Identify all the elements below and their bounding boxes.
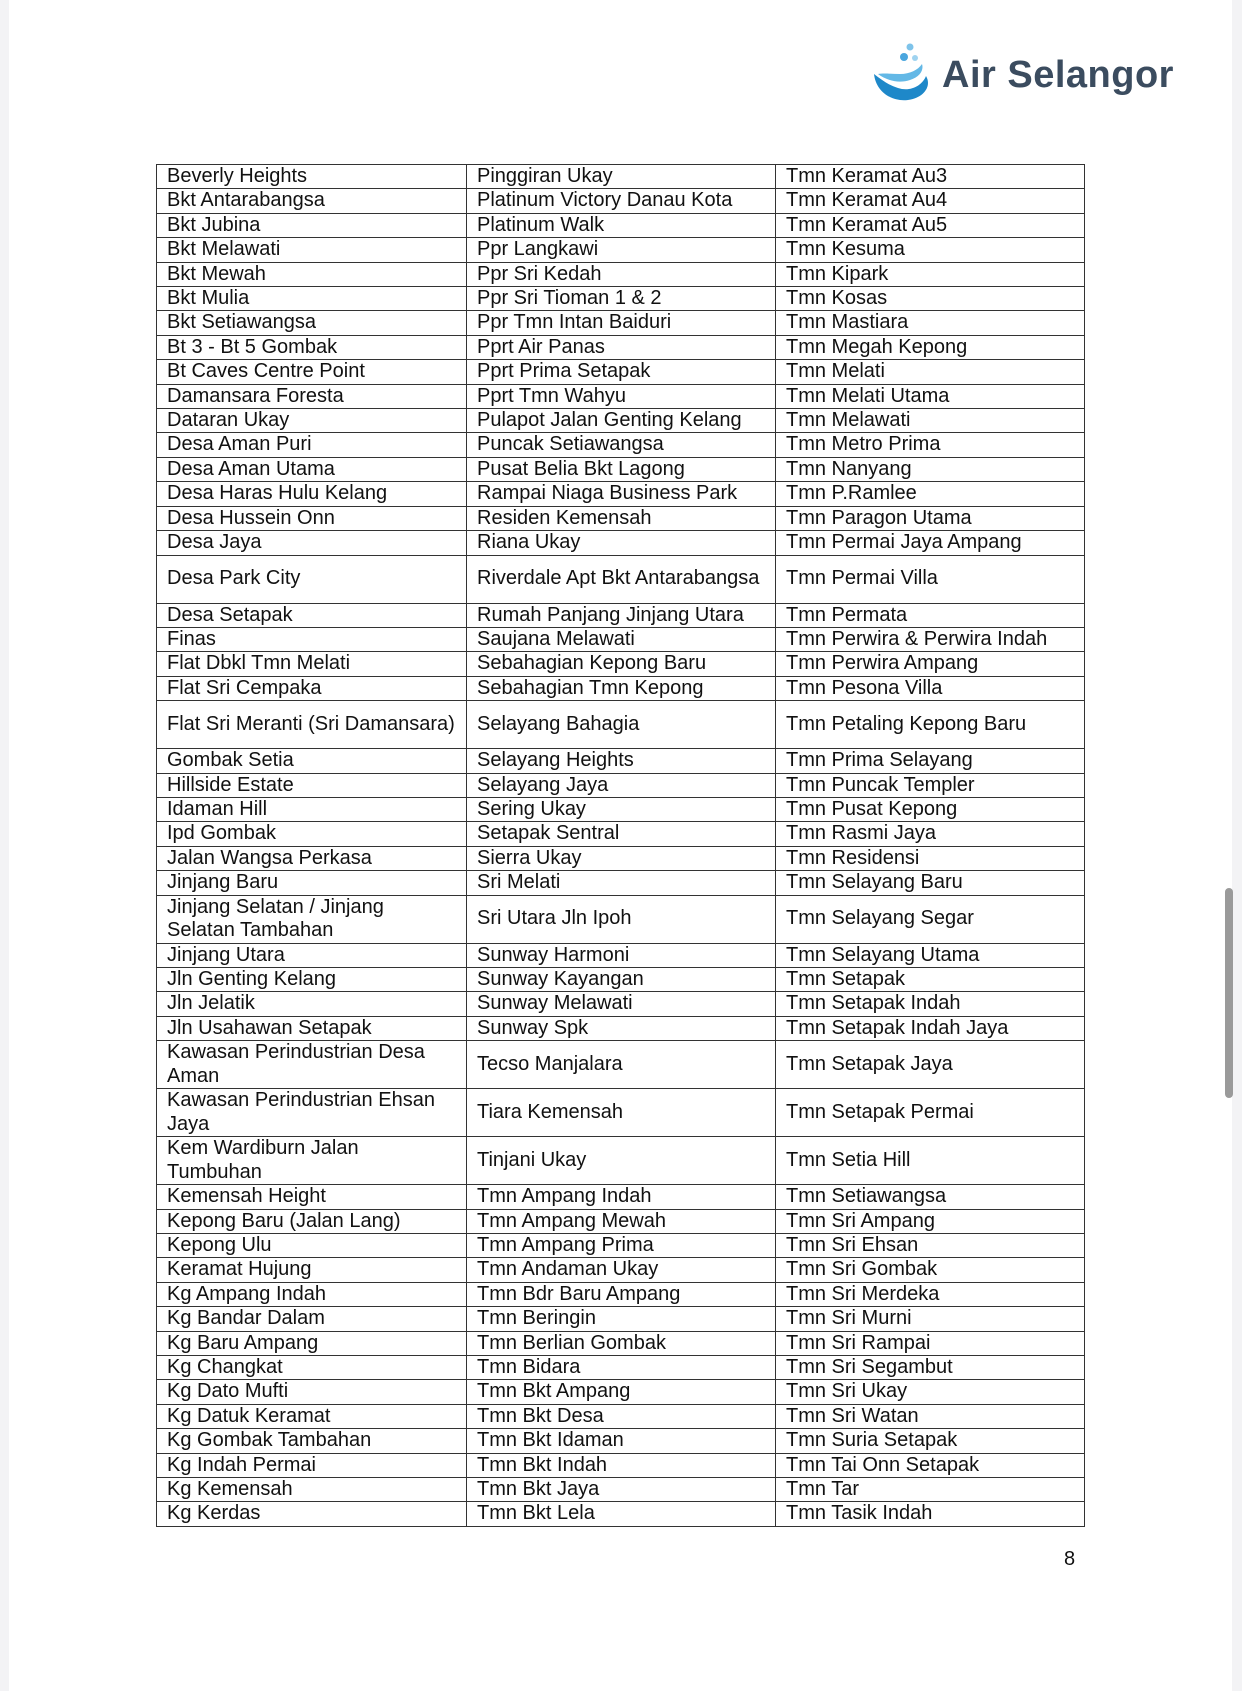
table-cell: Kg Kemensah	[157, 1478, 467, 1502]
table-cell: Tmn Suria Setapak	[776, 1429, 1085, 1453]
table-cell: Sri Utara Jln Ipoh	[467, 895, 776, 943]
table-cell: Desa Aman Puri	[157, 433, 467, 457]
table-cell: Saujana Melawati	[467, 627, 776, 651]
table-cell: Jln Usahawan Setapak	[157, 1016, 467, 1040]
table-cell: Sunway Spk	[467, 1016, 776, 1040]
table-cell: Residen Kemensah	[467, 506, 776, 530]
table-cell: Tmn Selayang Segar	[776, 895, 1085, 943]
table-cell: Kawasan Perindustrian Ehsan Jaya	[157, 1089, 467, 1137]
table-cell: Tmn Tar	[776, 1478, 1085, 1502]
table-cell: Kg Bandar Dalam	[157, 1307, 467, 1331]
air-selangor-logo	[870, 40, 1190, 110]
table-row	[157, 895, 1085, 943]
water-drop-logo-icon	[870, 40, 940, 110]
table-cell: Tmn Perwira Ampang	[776, 652, 1085, 676]
table-cell: Tmn Perwira & Perwira Indah	[776, 627, 1085, 651]
table-cell: Tmn Sri Rampai	[776, 1331, 1085, 1355]
table-cell: Flat Dbkl Tmn Melati	[157, 652, 467, 676]
table-cell: Tmn Pesona Villa	[776, 676, 1085, 700]
table-cell: Sierra Ukay	[467, 846, 776, 870]
table-row	[157, 1089, 1085, 1137]
table-cell: Tmn Ampang Indah	[467, 1185, 776, 1209]
table-cell: Tmn Tai Onn Setapak	[776, 1453, 1085, 1477]
table-cell: Kg Gombak Tambahan	[157, 1429, 467, 1453]
table-cell: Tmn Paragon Utama	[776, 506, 1085, 530]
table-cell: Rumah Panjang Jinjang Utara	[467, 603, 776, 627]
table-cell: Selayang Bahagia	[467, 701, 776, 749]
table-cell: Pprt Tmn Wahyu	[467, 384, 776, 408]
table-cell: Tmn Bkt Idaman	[467, 1429, 776, 1453]
table-cell: Ppr Sri Tioman 1 & 2	[467, 287, 776, 311]
table-row	[157, 482, 1085, 506]
table-cell: Tmn Berlian Gombak	[467, 1331, 776, 1355]
table-cell: Desa Park City	[157, 555, 467, 603]
table-cell: Kg Datuk Keramat	[157, 1404, 467, 1428]
table-row	[157, 1258, 1085, 1282]
table-cell: Desa Jaya	[157, 531, 467, 555]
table-cell: Bkt Melawati	[157, 238, 467, 262]
table-cell: Finas	[157, 627, 467, 651]
table-cell: Pprt Prima Setapak	[467, 360, 776, 384]
table-cell: Pinggiran Ukay	[467, 165, 776, 189]
table-cell: Tmn Melawati	[776, 409, 1085, 433]
table-cell: Bkt Mewah	[157, 262, 467, 286]
table-cell: Bkt Antarabangsa	[157, 189, 467, 213]
table-cell: Bt Caves Centre Point	[157, 360, 467, 384]
table-cell: Tmn Melati Utama	[776, 384, 1085, 408]
table-row	[157, 1185, 1085, 1209]
table-cell: Ppr Sri Kedah	[467, 262, 776, 286]
page-number: 8	[1064, 1548, 1076, 1570]
table-cell: Kawasan Perindustrian Desa Aman	[157, 1041, 467, 1089]
table-cell: Tmn Puncak Templer	[776, 773, 1085, 797]
table-cell: Tmn Sri Segambut	[776, 1356, 1085, 1380]
table-cell: Gombak Setia	[157, 749, 467, 773]
table-cell: Tecso Manjalara	[467, 1041, 776, 1089]
table-cell: Kg Dato Mufti	[157, 1380, 467, 1404]
table-cell: Tmn Sri Ukay	[776, 1380, 1085, 1404]
table-cell: Tmn Sri Ehsan	[776, 1234, 1085, 1258]
table-cell: Kg Baru Ampang	[157, 1331, 467, 1355]
table-cell: Sebahagian Kepong Baru	[467, 652, 776, 676]
table-row	[157, 797, 1085, 821]
table-row	[157, 701, 1085, 749]
table-cell: Ipd Gombak	[157, 822, 467, 846]
table-row	[157, 1016, 1085, 1040]
table-row	[157, 384, 1085, 408]
table-cell: Tmn Mastiara	[776, 311, 1085, 335]
table-cell: Tmn Sri Gombak	[776, 1258, 1085, 1282]
table-cell: Tmn Bidara	[467, 1356, 776, 1380]
table-cell: Tmn Keramat Au5	[776, 213, 1085, 237]
table-cell: Flat Sri Cempaka	[157, 676, 467, 700]
table-row	[157, 992, 1085, 1016]
table-cell: Dataran Ukay	[157, 409, 467, 433]
table-row	[157, 409, 1085, 433]
table-row	[157, 1041, 1085, 1089]
table-cell: Tmn Rasmi Jaya	[776, 822, 1085, 846]
table-cell: Tmn Ampang Prima	[467, 1234, 776, 1258]
table-cell: Tmn Petaling Kepong Baru	[776, 701, 1085, 749]
table-cell: Tmn Melati	[776, 360, 1085, 384]
table-cell: Pprt Air Panas	[467, 335, 776, 359]
table-row	[157, 213, 1085, 237]
table-cell: Kg Changkat	[157, 1356, 467, 1380]
table-cell: Platinum Victory Danau Kota	[467, 189, 776, 213]
table-row	[157, 189, 1085, 213]
table-cell: Jalan Wangsa Perkasa	[157, 846, 467, 870]
table-cell: Tmn Bkt Ampang	[467, 1380, 776, 1404]
table-cell: Hillside Estate	[157, 773, 467, 797]
table-cell: Tmn Keramat Au4	[776, 189, 1085, 213]
table-cell: Tmn Sri Merdeka	[776, 1282, 1085, 1306]
table-cell: Sunway Kayangan	[467, 967, 776, 991]
table-cell: Jinjang Selatan / Jinjang Selatan Tambahan	[157, 895, 467, 943]
table-cell: Sunway Melawati	[467, 992, 776, 1016]
table-cell: Tmn Andaman Ukay	[467, 1258, 776, 1282]
table-cell: Jln Genting Kelang	[157, 967, 467, 991]
table-row	[157, 846, 1085, 870]
table-row	[157, 1282, 1085, 1306]
table-row	[157, 531, 1085, 555]
table-cell: Jinjang Baru	[157, 871, 467, 895]
table-cell: Bkt Mulia	[157, 287, 467, 311]
table-row	[157, 555, 1085, 603]
table-cell: Tmn Permai Villa	[776, 555, 1085, 603]
table-row	[157, 652, 1085, 676]
table-cell: Tmn Keramat Au3	[776, 165, 1085, 189]
table-cell: Tmn Bkt Indah	[467, 1453, 776, 1477]
table-cell: Tmn Bkt Jaya	[467, 1478, 776, 1502]
table-cell: Platinum Walk	[467, 213, 776, 237]
table-cell: Jinjang Utara	[157, 943, 467, 967]
table-cell: Tmn Metro Prima	[776, 433, 1085, 457]
table-cell: Tmn Setiawangsa	[776, 1185, 1085, 1209]
table-cell: Pusat Belia Bkt Lagong	[467, 457, 776, 481]
table-cell: Sering Ukay	[467, 797, 776, 821]
table-cell: Tmn Ampang Mewah	[467, 1209, 776, 1233]
table-cell: Setapak Sentral	[467, 822, 776, 846]
table-cell: Tmn Bkt Desa	[467, 1404, 776, 1428]
table-row	[157, 165, 1085, 189]
table-cell: Jln Jelatik	[157, 992, 467, 1016]
table-cell: Damansara Foresta	[157, 384, 467, 408]
table-cell: Tmn Nanyang	[776, 457, 1085, 481]
table-cell: Tmn Tasik Indah	[776, 1502, 1085, 1526]
table-cell: Selayang Jaya	[467, 773, 776, 797]
table-cell: Riverdale Apt Bkt Antarabangsa	[467, 555, 776, 603]
table-cell: Kem Wardiburn Jalan Tumbuhan	[157, 1137, 467, 1185]
table-cell: Tmn Permata	[776, 603, 1085, 627]
table-row	[157, 433, 1085, 457]
table-cell: Bt 3 - Bt 5 Gombak	[157, 335, 467, 359]
table-cell: Tmn Sri Murni	[776, 1307, 1085, 1331]
brand-name: Air Selangor	[942, 54, 1174, 96]
table-row	[157, 773, 1085, 797]
table-cell: Selayang Heights	[467, 749, 776, 773]
table-cell: Tmn Setapak Indah	[776, 992, 1085, 1016]
table-row	[157, 457, 1085, 481]
table-cell: Tmn Kesuma	[776, 238, 1085, 262]
table-cell: Tmn Kosas	[776, 287, 1085, 311]
table-cell: Desa Haras Hulu Kelang	[157, 482, 467, 506]
table-cell: Bkt Jubina	[157, 213, 467, 237]
table-row	[157, 360, 1085, 384]
table-cell: Tmn Beringin	[467, 1307, 776, 1331]
table-cell: Sunway Harmoni	[467, 943, 776, 967]
table-cell: Tiara Kemensah	[467, 1089, 776, 1137]
table-cell: Tmn Pusat Kepong	[776, 797, 1085, 821]
table-row	[157, 1356, 1085, 1380]
table-cell: Tmn Sri Watan	[776, 1404, 1085, 1428]
table-row	[157, 749, 1085, 773]
table-cell: Tmn Setapak Permai	[776, 1089, 1085, 1137]
table-cell: Desa Hussein Onn	[157, 506, 467, 530]
table-cell: Tinjani Ukay	[467, 1137, 776, 1185]
table-cell: Kepong Baru (Jalan Lang)	[157, 1209, 467, 1233]
table-cell: Sri Melati	[467, 871, 776, 895]
table-row	[157, 335, 1085, 359]
table-row	[157, 627, 1085, 651]
table-cell: Tmn Bkt Lela	[467, 1502, 776, 1526]
table-cell: Tmn Setapak	[776, 967, 1085, 991]
table-cell: Sebahagian Tmn Kepong	[467, 676, 776, 700]
table-cell: Tmn Setapak Jaya	[776, 1041, 1085, 1089]
table-row	[157, 1429, 1085, 1453]
table-cell: Tmn Selayang Utama	[776, 943, 1085, 967]
table-cell: Tmn Setia Hill	[776, 1137, 1085, 1185]
table-cell: Puncak Setiawangsa	[467, 433, 776, 457]
table-row	[157, 1137, 1085, 1185]
table-cell: Rampai Niaga Business Park	[467, 482, 776, 506]
table-row	[157, 1307, 1085, 1331]
table-row	[157, 1478, 1085, 1502]
table-row	[157, 822, 1085, 846]
table-cell: Kg Kerdas	[157, 1502, 467, 1526]
table-row	[157, 1453, 1085, 1477]
table-row	[157, 676, 1085, 700]
table-row	[157, 967, 1085, 991]
table-cell: Tmn Selayang Baru	[776, 871, 1085, 895]
table-row	[157, 871, 1085, 895]
table-cell: Kg Ampang Indah	[157, 1282, 467, 1306]
table-cell: Desa Setapak	[157, 603, 467, 627]
table-cell: Bkt Setiawangsa	[157, 311, 467, 335]
table-row	[157, 1404, 1085, 1428]
table-cell: Ppr Langkawi	[467, 238, 776, 262]
table-cell: Tmn Prima Selayang	[776, 749, 1085, 773]
table-cell: Tmn Setapak Indah Jaya	[776, 1016, 1085, 1040]
table-cell: Tmn Kipark	[776, 262, 1085, 286]
table-cell: Tmn Bdr Baru Ampang	[467, 1282, 776, 1306]
area-list-table	[156, 164, 1085, 1527]
table-cell: Keramat Hujung	[157, 1258, 467, 1282]
table-row	[157, 1380, 1085, 1404]
table-cell: Tmn Permai Jaya Ampang	[776, 531, 1085, 555]
table-row	[157, 1234, 1085, 1258]
table-row	[157, 603, 1085, 627]
table-row	[157, 238, 1085, 262]
table-cell: Desa Aman Utama	[157, 457, 467, 481]
table-row	[157, 311, 1085, 335]
table-cell: Tmn P.Ramlee	[776, 482, 1085, 506]
table-row	[157, 287, 1085, 311]
table-row	[157, 506, 1085, 530]
table-cell: Beverly Heights	[157, 165, 467, 189]
table-cell: Kepong Ulu	[157, 1234, 467, 1258]
table-cell: Kg Indah Permai	[157, 1453, 467, 1477]
table-row	[157, 1331, 1085, 1355]
table-row	[157, 1209, 1085, 1233]
table-cell: Tmn Megah Kepong	[776, 335, 1085, 359]
table-cell: Riana Ukay	[467, 531, 776, 555]
table-cell: Kemensah Height	[157, 1185, 467, 1209]
scrollbar-thumb[interactable]	[1225, 888, 1233, 1098]
table-cell: Tmn Sri Ampang	[776, 1209, 1085, 1233]
area-list-body	[157, 165, 1085, 1527]
table-cell: Idaman Hill	[157, 797, 467, 821]
table-row	[157, 1502, 1085, 1526]
table-row	[157, 943, 1085, 967]
table-cell: Ppr Tmn Intan Baiduri	[467, 311, 776, 335]
table-cell: Pulapot Jalan Genting Kelang	[467, 409, 776, 433]
table-cell: Tmn Residensi	[776, 846, 1085, 870]
table-row	[157, 262, 1085, 286]
table-cell: Flat Sri Meranti (Sri Damansara)	[157, 701, 467, 749]
